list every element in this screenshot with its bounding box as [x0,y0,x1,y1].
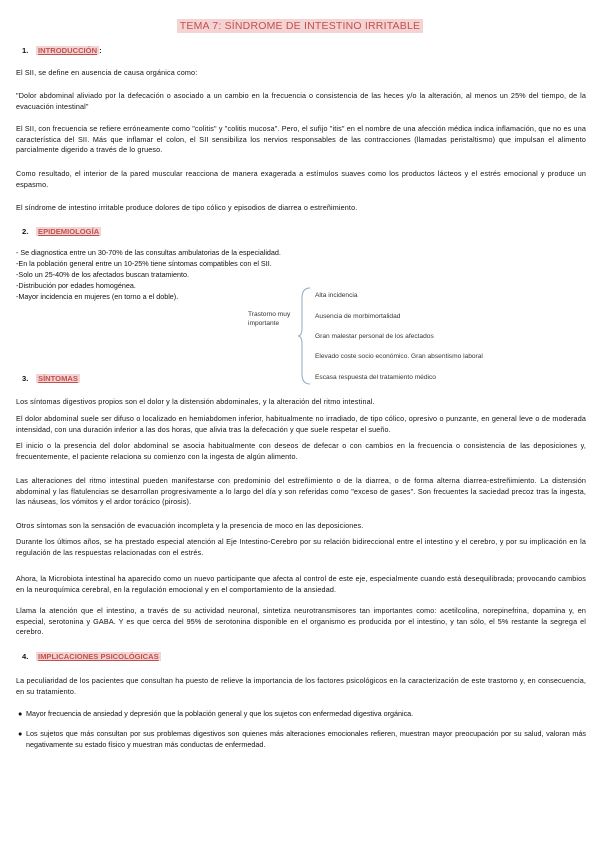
section-label: SÍNTOMAS [38,374,78,383]
diagram-item-3: Gran malestar personal de los afectados [315,333,434,340]
sint-paragraph-3: El inicio o la presencia del dolor abdominal se asocia habitualmente con deseos de defecar o con cambios en la frecuencia o consistencia de las deposiciones y, frecuentemente, el paciente relaciona su comienzo con la ingesta de algún alimento. [16,441,586,461]
sint-paragraph-7: Ahora, la Microbiota intestinal ha aparecido como un nuevo participante que afecta al control de este eje, especialmente cuando está desequilibrada; provocando cambios en la neuroquímica cerebral, en la regulación emocional y en el comportamiento de la ansiedad. [16,574,586,594]
epi-line-3: -Solo un 25-40% de los afectados buscan tratamiento. [16,270,190,279]
page-title [0,20,600,32]
bullet-icon: ● [18,729,23,738]
section-number: 2. [22,227,29,236]
section-label: INTRODUCCIÓN [38,46,98,55]
intro-paragraph-1: El SII, se define en ausencia de causa orgánica como: [16,68,198,77]
intro-quote: "Dolor abdominal aliviado por la defecación o asociado a un cambio en la frecuencia o consistencia de las heces y/o la alteración, al menos un 25% del tiempo, de la evacuación intestinal" [16,91,586,111]
section-number: 4. [22,652,29,661]
section-heading-introduccion [22,46,102,55]
section-number: 3. [22,374,29,383]
bullet-icon: ● [18,709,23,718]
sint-paragraph-5: Otros síntomas son la sensación de evacuación incompleta y la presencia de moco en las deposiciones. [16,521,364,530]
sint-paragraph-8: Llama la atención que el intestino, a través de su actividad neuronal, sintetiza neurotransmisores tan importantes como: acetilcolina, norepinefrina, dopamina y, en especial, serotonina y GABA. Y es que cerca del 95% de serotonina disponible en el organismo es producida por el intestino, y tan sólo, el 5% restante la segrega el cerebro. [16,606,586,637]
psico-bullet-2 [18,729,586,750]
diagram-item-5: Escasa respuesta del tratamiento médico [315,374,436,381]
page-title-text: TEMA 7: SÍNDROME DE INTESTINO IRRITABLE [177,19,423,33]
epi-line-5: -Mayor incidencia en mujeres (en torno a el doble). [16,292,179,301]
section-number: 1. [22,46,29,55]
intro-paragraph-3: El SII, con frecuencia se refiere erróneamente como "colitis" y "colitis mucosa". Pero, el sufijo "itis" en el nombre de una afección médica indica inflamación, que no es una característica del SII. Más que inflamar el colon, el SII sensibiliza los nervios responsables de las contracciones (llamadas peristaltismo) que impulsan el alimento parcialmente digerido a través de lo grueso. [16,124,586,155]
section-heading-sintomas [22,374,80,383]
intro-paragraph-5: El síndrome de intestino irritable produce dolores de tipo cólico y episodios de diarrea o estreñimiento. [16,203,358,212]
section-suffix: : [99,46,102,55]
epi-line-1: - Se diagnostica entre un 30-70% de las consultas ambulatorias de la especialidad. [16,248,281,257]
intro-paragraph-4: Como resultado, el interior de la pared muscular reacciona de manera exagerada a estímulos suaves como los productos lácteos y el estrés emocional y produce un espasmo. [16,169,586,189]
sint-paragraph-2: El dolor abdominal suele ser difuso o localizado en hemiabdomen inferior, habitualmente no irradiado, de tipo cólico, opresivo o punzante, en general leve o de moderada intensidad, con una duración inferior a las dos horas, que alivia tras la defecación y que suele respetar el sueño. [16,414,586,434]
psico-bullet-1 [18,709,586,720]
bullet-text: Mayor frecuencia de ansiedad y depresión que la población general y que los sujetos con enfermedad digestiva orgánica. [26,709,414,718]
psico-paragraph-1: La peculiaridad de los pacientes que consultan ha puesto de relieve la importancia de los factores psicológicos en la caracterización de este trastorno y, en consecuencia, en su tratamiento. [16,676,586,696]
epi-line-4: -Distribución por edades homogénea. [16,281,136,290]
section-heading-epidemiologia [22,227,101,236]
sint-paragraph-1: Los síntomas digestivos propios son el dolor y la distensión abdominales, y la alteración del ritmo intestinal. [16,397,375,406]
bullet-text: Los sujetos que más consultan por sus problemas digestivos son quienes más alteraciones emocionales refieren, muestran mayor preocupación por su salud, valoran más negativamente su estado físico y muestran más conductas de enfermedad. [26,729,586,749]
diagram-item-4: Elevado coste socio económico. Gran absentismo laboral [315,353,483,360]
sint-paragraph-4: Las alteraciones del ritmo intestinal pueden manifestarse con predominio del estreñimiento o de la diarrea, o de forma alterna diarrea-estreñimiento. La distensión abdominal y las flatulencias se desarrollan progresivamente a lo largo del día y son referidas como "exceso de gases". Son frecuentes la saciedad precoz tras la ingesta, las náuseas, los vómitos y el ardor torácico (pirosis). [16,476,586,507]
diagram-item-2: Ausencia de morbimortalidad [315,313,401,320]
epi-line-2: -En la población general entre un 10-25% tiene síntomas compatibles con el SII. [16,259,272,268]
diagram-brace [298,286,312,386]
section-heading-implicaciones [22,652,161,661]
section-label: EPIDEMIOLOGÍA [38,227,100,236]
diagram-root-label: Trastorno muy importante [248,311,291,327]
diagram-item-1: Alta incidencia [315,292,358,299]
sint-paragraph-6: Durante los últimos años, se ha prestado especial atención al Eje Intestino-Cerebro por su relación bidireccional entre el intestino y el cerebro, y por su implicación en la regulación de las respuestas relacionadas con el estrés. [16,537,586,557]
section-label: IMPLICACIONES PSICOLÓGICAS [38,652,159,661]
